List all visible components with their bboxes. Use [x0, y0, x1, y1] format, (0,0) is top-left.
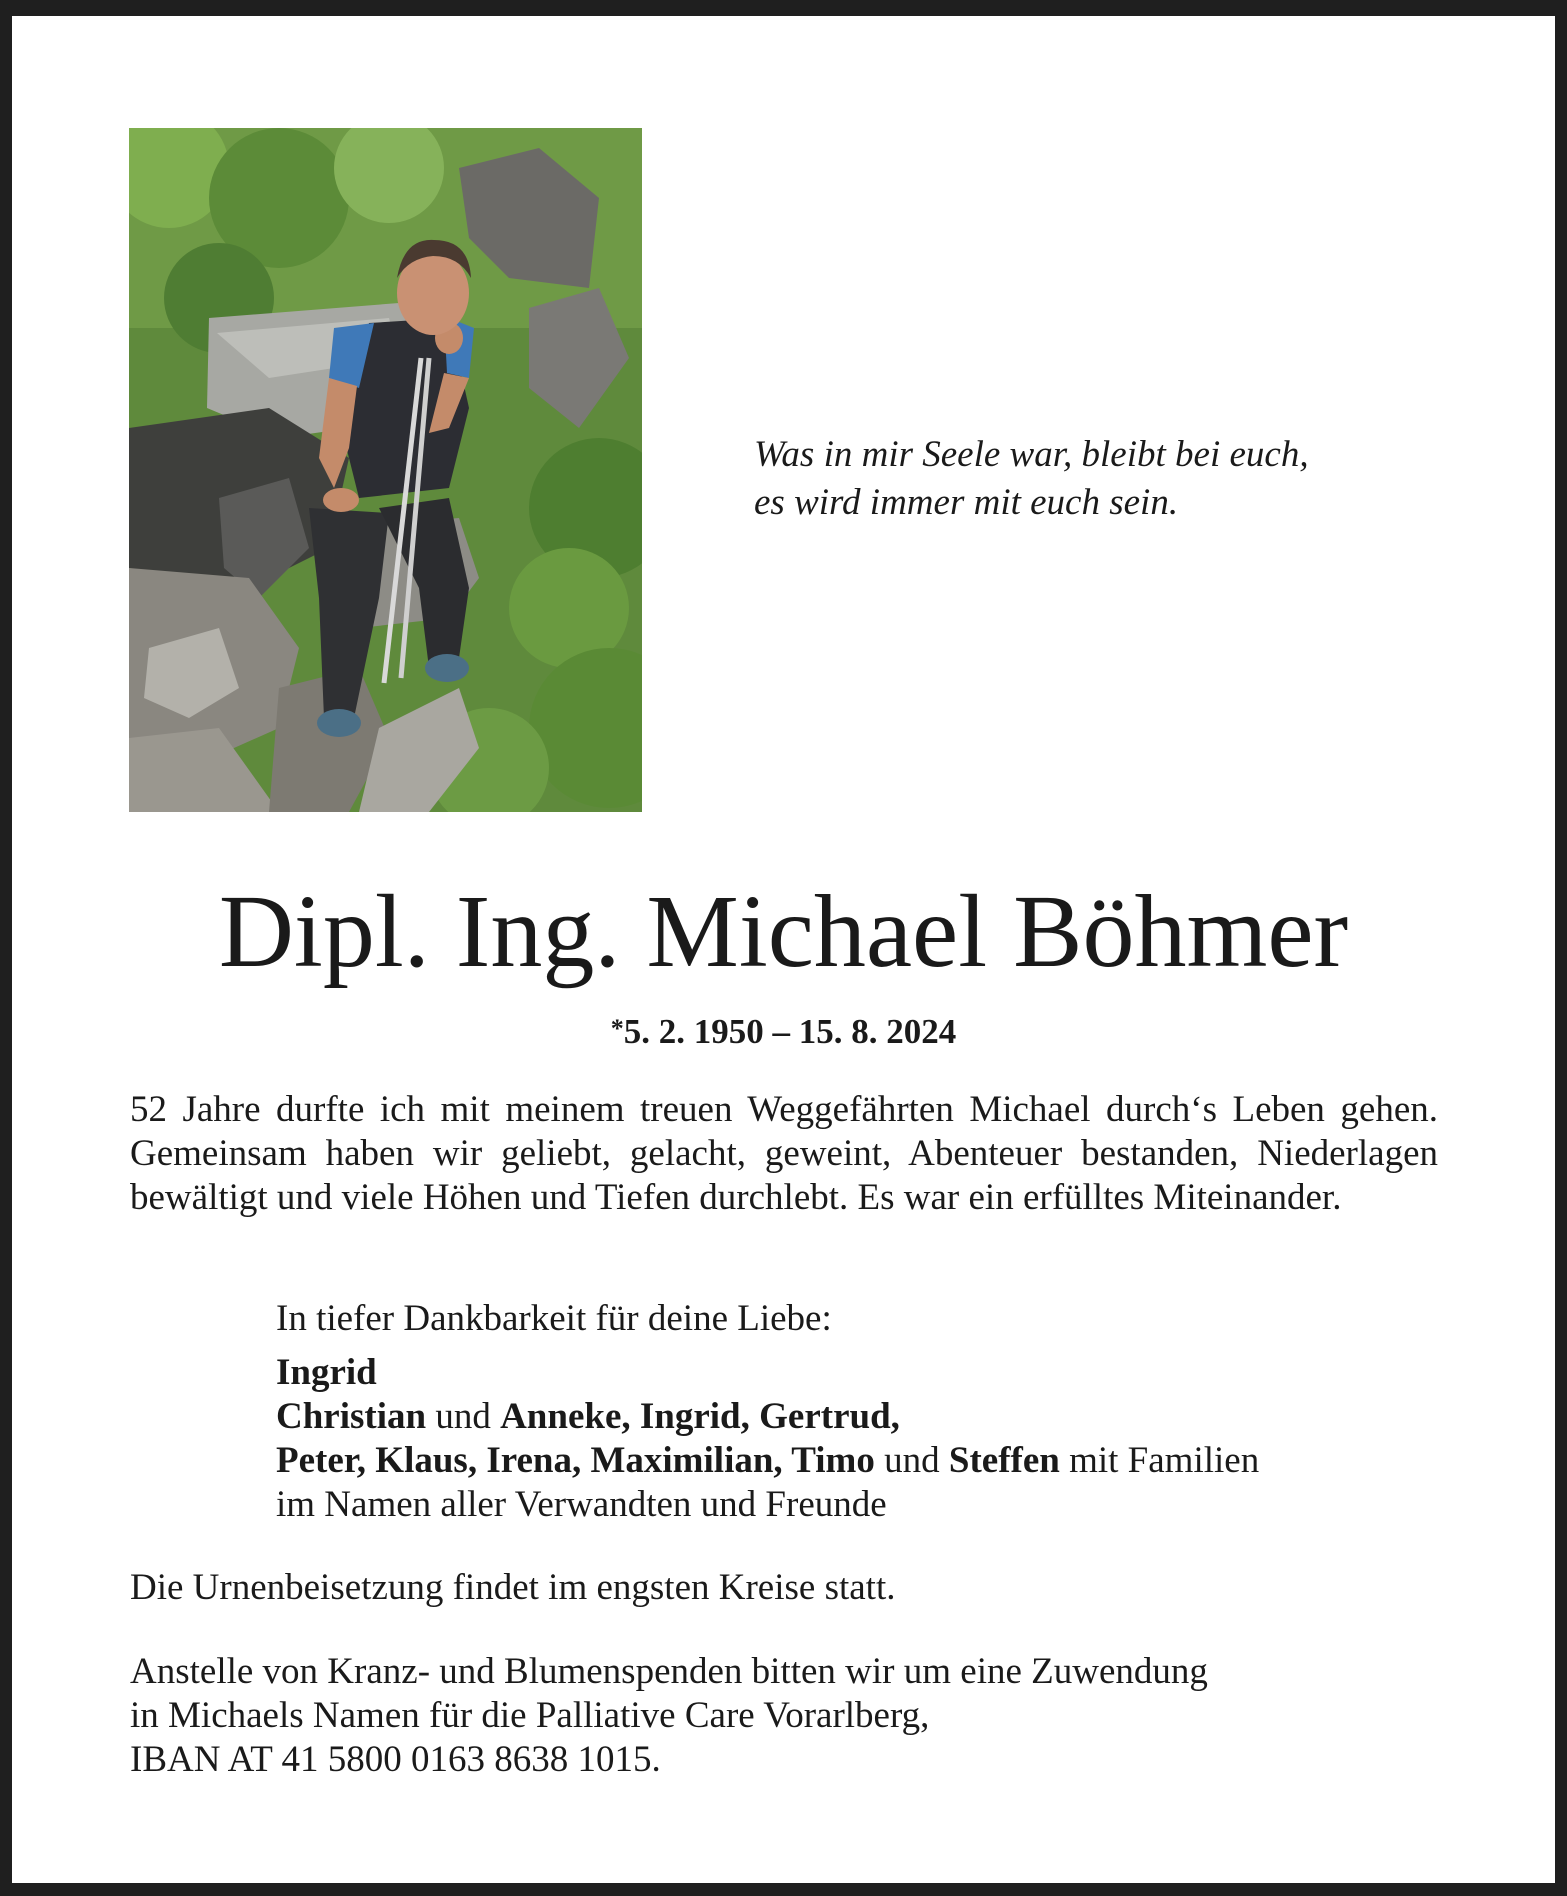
mourner-line-1 [276, 1351, 1476, 1395]
memorial-quote [754, 431, 1454, 527]
portrait-photo [129, 128, 642, 812]
mourners-closing: im Namen aller Verwandten und Freunde [276, 1484, 887, 1525]
birth-star: * [610, 1014, 624, 1043]
date-range: 5. 2. 1950 – 15. 8. 2024 [623, 1012, 957, 1051]
life-dates [0, 1008, 1567, 1059]
intro-paragraph: 52 Jahre durfte ich mit meinem treuen Weggefährten Michael durch‘s Leben gehen. Gemeinsam haben wir geliebt, gelacht, geweint, Abenteuer bestanden, Niederlagen bewältigt und viele Höhen und Tiefen durchlebt. Es war ein erfülltes Miteinander. [130, 1089, 1438, 1218]
mourner-name: Christian [276, 1396, 427, 1437]
mourner-name: Steffen [948, 1440, 1060, 1481]
mourner-names: Anneke, Ingrid, Gertrud, [500, 1396, 900, 1437]
mourner-line-2 [276, 1395, 1476, 1439]
donation-notice [130, 1650, 1450, 1782]
mourner-suffix: mit Familien [1069, 1440, 1260, 1481]
quote-line-1: Was in mir Seele war, bleibt bei euch, [754, 434, 1309, 475]
donation-iban: IBAN AT 41 5800 0163 8638 1015. [130, 1739, 661, 1780]
quote-line-2: es wird immer mit euch sein. [754, 482, 1179, 523]
mourners-heading: In tiefer Dankbarkeit für deine Liebe: [276, 1298, 832, 1339]
donation-line-1: Anstelle von Kranz- und Blumenspenden bitten wir um eine Zuwendung [130, 1651, 1208, 1692]
conjunction: und [884, 1440, 940, 1481]
mourner-names: Peter, Klaus, Irena, Maximilian, Timo [276, 1440, 875, 1481]
mourner-line-3 [276, 1439, 1476, 1483]
burial-notice: Die Urnenbeisetzung findet im engsten Kreise statt. [130, 1567, 896, 1608]
mourners-block [276, 1297, 1476, 1527]
deceased-name: Dipl. Ing. Michael Böhmer [218, 874, 1349, 989]
mourner-wife: Ingrid [276, 1352, 377, 1393]
conjunction: und [435, 1396, 491, 1437]
donation-line-2: in Michaels Namen für die Palliative Care Vorarlberg, [130, 1695, 930, 1736]
